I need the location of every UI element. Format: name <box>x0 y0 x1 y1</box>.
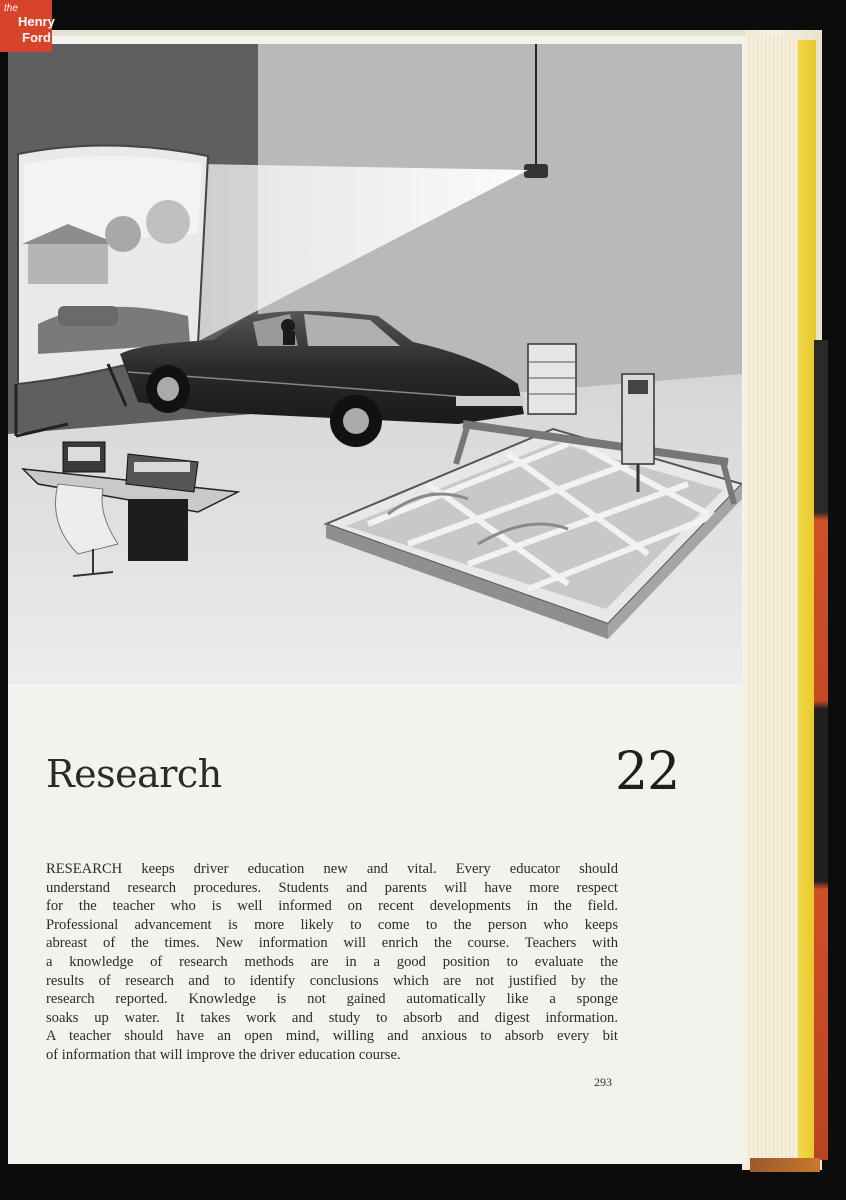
page-stack <box>742 34 800 1162</box>
page-number: 293 <box>594 1075 612 1089</box>
chapter-number: 22 <box>615 742 680 802</box>
body-line: a knowledge of research methods are in a good position to evaluate the <box>46 953 618 970</box>
simulator-illustration-svg <box>8 44 742 684</box>
body-line: of information that will improve the driver education course. <box>46 1046 401 1063</box>
henry-ford-logo: the Henry Ford <box>0 0 52 52</box>
body-line: research reported. Knowledge is not gained automatically like a sponge <box>46 991 618 1008</box>
body-line: results of research and to identify conclusions which are not justified by the <box>46 972 618 989</box>
body-line: RESEARCH keeps driver education new and vital. Every educator should <box>46 861 618 877</box>
body-line: abreast of the times. New information will enrich the course. Teachers with <box>46 935 618 952</box>
body-line: for the teacher who is well informed on recent developments in the field. <box>46 898 618 915</box>
body-paragraph <box>46 860 618 1065</box>
body-line: Professional advancement is more likely to come to the person who keeps <box>46 916 618 933</box>
simulator-illustration <box>8 44 742 684</box>
chapter-title: Research <box>46 752 222 796</box>
body-line: soaks up water. It takes work and study to absorb and digest information. <box>46 1009 618 1026</box>
cover-edge-strip <box>814 340 828 1160</box>
cover-bottom-edge <box>750 1158 820 1172</box>
body-line: A teacher should have an open mind, willing and anxious to absorb every bit <box>46 1028 618 1045</box>
body-line: understand research procedures. Students and parents will have more respect <box>46 879 618 896</box>
